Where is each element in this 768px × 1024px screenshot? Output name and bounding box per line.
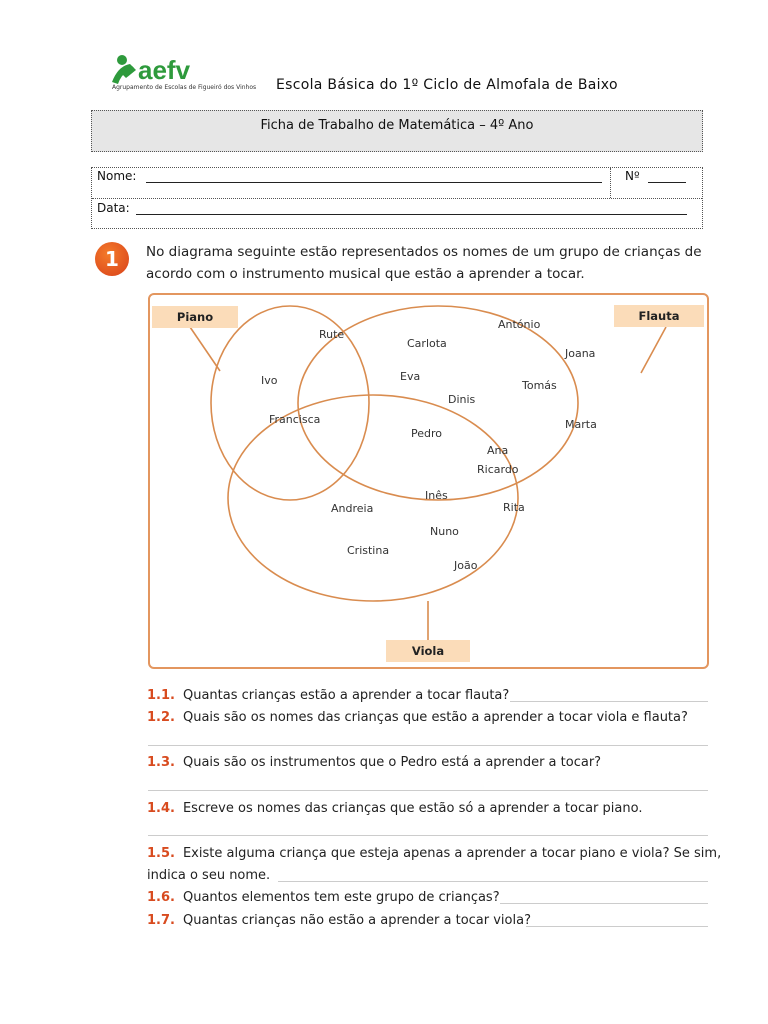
answer-line-1-1[interactable] [510,701,708,702]
piano-tag: Piano [152,306,238,328]
name-field[interactable] [146,182,602,183]
name-joao: João [454,559,478,572]
name-carlota: Carlota [407,337,447,350]
question-number: 1.5. [147,846,175,861]
piano-circle [211,306,369,500]
answer-line-1-7[interactable] [526,926,708,927]
question-1-3 [147,755,601,770]
name-antonio: António [498,318,541,331]
question-number: 1.3. [147,755,175,770]
question-text: Quais são os instrumentos que o Pedro está a aprender a tocar? [182,755,602,770]
question-1-6 [147,890,500,905]
question-1-4 [147,801,642,816]
name-cristina: Cristina [347,544,390,557]
exercise-intro-line-2: acordo com o instrumento musical que estão a aprender a tocar. [146,266,585,282]
answer-line-1-3[interactable] [148,790,708,791]
answer-line-1-6[interactable] [500,903,708,904]
question-text: Quantas crianças estão a aprender a tocar flauta? [182,688,510,703]
question-1-2 [147,710,688,725]
name-tomas: Tomás [522,379,557,392]
question-number: 1.7. [147,913,175,928]
answer-line-1-2[interactable] [148,745,708,746]
student-info-form [91,167,703,229]
answer-line-1-5[interactable] [278,881,708,882]
school-name: Escola Básica do 1º Ciclo de Almofala de Baixo [276,77,618,93]
question-text: Quais são os nomes das crianças que estão a aprender a tocar viola e flauta? [182,710,688,725]
question-1-5 [147,846,721,861]
name-ivo: Ivo [261,374,278,387]
question-text: Escreve os nomes das crianças que estão só a aprender a tocar piano. [182,801,643,816]
answer-line-1-4[interactable] [148,835,708,836]
name-dinis: Dinis [448,393,476,406]
logo-subtitle: Agrupamento de Escolas de Figueiró dos Vinhos [112,84,257,91]
name-ricardo: Ricardo [477,463,519,476]
flauta-connector [641,327,666,373]
date-label: Data: [97,201,130,215]
name-label: Nome: [97,169,137,183]
flauta-tag: Flauta [614,305,704,327]
name-pedro: Pedro [411,427,443,440]
name-marta: Marta [565,418,597,431]
name-rita: Rita [503,501,525,514]
name-rute: Rute [319,328,345,341]
viola-tag: Viola [386,640,470,662]
date-field[interactable] [136,214,687,215]
name-ines: Inês [425,489,448,502]
question-number: 1.6. [147,890,175,905]
question-text: Existe alguma criança que esteja apenas a aprender a tocar piano e viola? Se sim, [182,846,722,861]
logo-wordmark: aefv [138,55,191,85]
question-text: Quantos elementos tem este grupo de crianças? [182,890,500,905]
question-number: 1.4. [147,801,175,816]
question-1-7 [147,913,531,928]
name-eva: Eva [400,370,421,383]
question-number: 1.2. [147,710,175,725]
worksheet-title-box [91,110,703,152]
question-1-1 [147,688,509,703]
question-number: 1.1. [147,688,175,703]
number-field[interactable] [648,182,686,183]
name-ana: Ana [487,444,509,457]
name-joana: Joana [565,347,596,360]
question-text: Quantas crianças não estão a aprender a tocar viola? [182,913,531,928]
worksheet-title: Ficha de Trabalho de Matemática – 4º Ano [260,118,534,133]
exercise-intro-line-1: No diagrama seguinte estão representados os nomes de um grupo de crianças de [146,244,702,260]
number-label: Nº [625,169,640,183]
name-andreia: Andreia [331,502,374,515]
name-francisca: Francisca [269,413,321,426]
form-divider [610,168,611,198]
piano-connector [190,327,220,371]
exercise-number-badge: 1 [95,242,129,276]
question-1-5-continued: indica o seu nome. [147,868,271,883]
name-nuno: Nuno [430,525,459,538]
